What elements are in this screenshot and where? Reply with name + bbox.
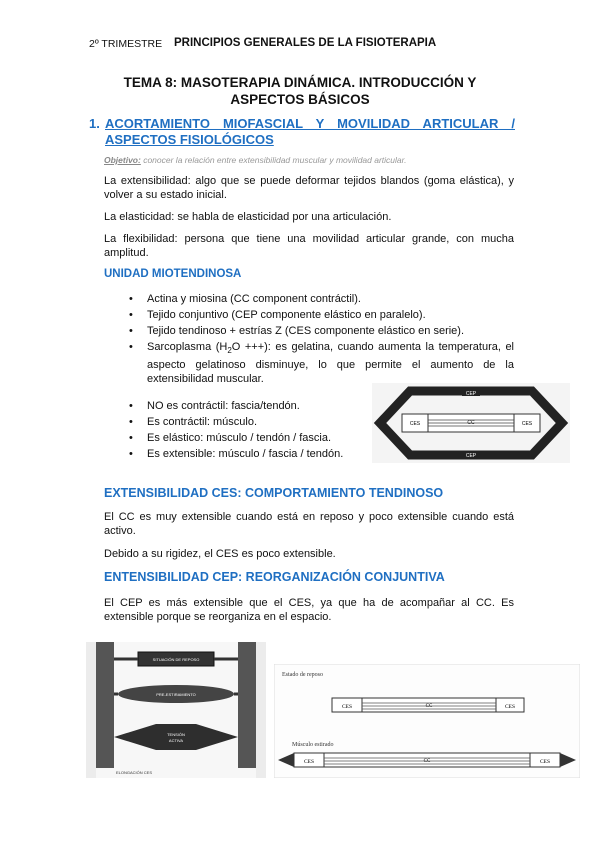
heading-unidad-miotendinosa: UNIDAD MIOTENDINOSA [104, 268, 242, 280]
objective [104, 155, 407, 165]
unidad-list [129, 292, 514, 388]
figure-label-activa: ACTIVA [168, 738, 184, 743]
unidad-list-2 [129, 399, 369, 463]
figure-label-estado-reposo: Estado de reposo [282, 672, 323, 678]
figure-label-musculo-estirado: Músculo estirado [292, 742, 334, 748]
list-item: • Es elástico: músculo / tendón / fascia. [129, 431, 369, 445]
objective-label: Objetivo: [104, 155, 141, 165]
header-subject: PRINCIPIOS GENERALES DE LA FISIOTERAPIA [174, 37, 437, 49]
diagram-label-cep-bottom: CEP [465, 453, 477, 459]
objective-text: conocer la relación entre extensibilidad muscular y movilidad articular. [140, 155, 407, 165]
diagram-label-ces-left: CES [409, 421, 421, 427]
list-item: • Tejido conjuntivo (CEP componente elástico en paralelo). [129, 308, 514, 322]
figure-rest-vs-stretched [274, 664, 580, 778]
list-item-sarcoplasma: • Sarcoplasma ($H_2O$ +++): es gelatina, cuando aumenta la temperatura, el aspecto gelatinoso disminuye, lo que permite el aumento de la extensibilidad muscular. [129, 340, 514, 386]
header-trimester: 2º TRIMESTRE [89, 38, 163, 50]
section-title-line2: ASPECTOS FISIOLÓGICOS [105, 132, 274, 147]
figure-label-cc-stretch: CC [423, 759, 431, 764]
figure-label-ces-rest-right: CES [504, 704, 516, 710]
section-title-line1: ACORTAMIENTO MIOFASCIAL Y MOVILIDAD ARTICULAR / [105, 116, 515, 131]
page-title-line2: ASPECTOS BÁSICOS [230, 92, 370, 107]
list-item: • Tejido tendinoso + estrías Z (CES componente elástico en serie). [129, 324, 514, 338]
figure-muscle-stretch-stages [86, 642, 266, 778]
paragraph-ces-1: El CC es muy extensible cuando está en reposo y poco extensible cuando está activo. [104, 511, 514, 537]
figure-label-tension: TENSIÓN [167, 732, 185, 737]
figure-label-ces-stretch-left: CES [303, 759, 315, 765]
figure-label-ces-stretch-right: CES [539, 759, 551, 765]
heading-ces: EXTENSIBILIDAD CES: COMPORTAMIENTO TENDINOSO [104, 486, 444, 500]
paragraph-flexibilidad: La flexibilidad: persona que tiene una movilidad articular grande, con mucha amplitud. [104, 233, 514, 259]
diagram-muscle-unit [372, 383, 570, 463]
list-item: • Es extensible: músculo / fascia / tendón. [129, 447, 369, 461]
diagram-label-ces-right: CES [521, 421, 533, 427]
paragraph-elasticidad: La elasticidad: se habla de elasticidad por una articulación. [104, 211, 392, 223]
list-item: • Actina y miosina (CC component contráctil). [129, 292, 514, 306]
paragraph-cep-1: El CEP es más extensible que el CES, ya que ha de acompañar al CC. Es extensible porque se reorganiza en el espacio. [104, 597, 514, 623]
figure-label-ces-rest-left: CES [341, 704, 353, 710]
figure-label-elongacion: ELONGACIÓN CES [116, 770, 153, 775]
diagram-label-cc: CC [467, 420, 475, 426]
figure-label-reposo: SITUACIÓN DE REPOSO [152, 657, 200, 662]
section-number: 1. [89, 116, 100, 131]
figure-label-cc-rest: CC [425, 704, 433, 709]
heading-cep: ENTENSIBILIDAD CEP: REORGANIZACIÓN CONJUNTIVA [104, 570, 445, 584]
paragraph-ces-2: Debido a su rigidez, el CES es poco extensible. [104, 548, 336, 560]
figure-label-pre-estiramiento: PRE-ESTIRAMIENTO [156, 692, 196, 697]
list-item: • Es contráctil: músculo. [129, 415, 369, 429]
page-title-line1: TEMA 8: MASOTERAPIA DINÁMICA. INTRODUCCIÓN Y [123, 75, 477, 90]
diagram-label-cep-top: CEP [465, 391, 477, 397]
paragraph-extensibilidad: La extensibilidad: algo que se puede deformar tejidos blandos (goma elástica), y volver a su estado inicial. [104, 175, 514, 201]
list-item: • NO es contráctil: fascia/tendón. [129, 399, 369, 413]
